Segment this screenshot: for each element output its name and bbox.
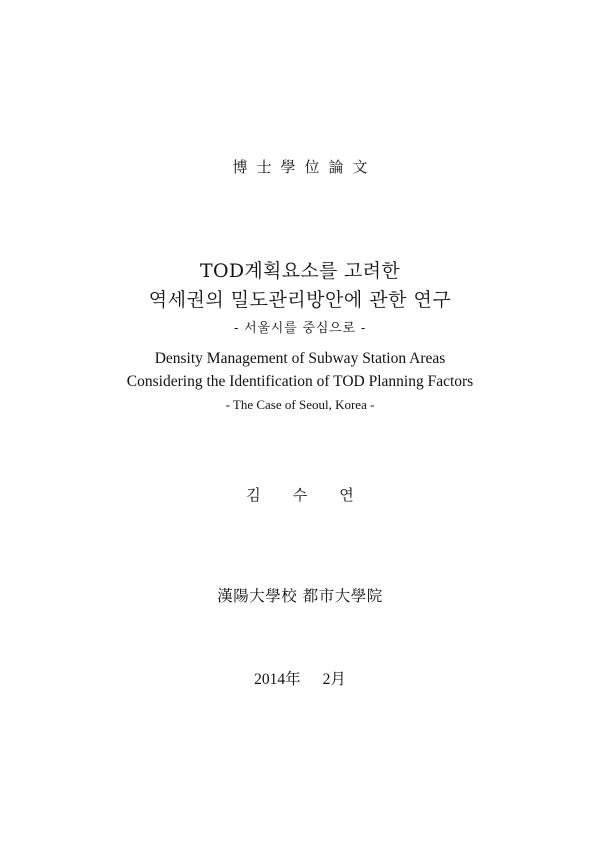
title-korean-line-2: 역세권의 밀도관리방안에 관한 연구 xyxy=(148,289,452,311)
title-korean-line-1: TOD계획요소를 고려한 xyxy=(200,260,400,282)
school-name: 漢陽大學校 都市大學院 xyxy=(217,587,383,605)
title-english-line-2: Considering the Identification of TOD Planning Factors xyxy=(126,373,474,390)
author-char-2: 수 xyxy=(292,486,308,504)
author-char-3: 연 xyxy=(339,486,354,504)
author-char-1: 김 xyxy=(246,486,261,504)
submission-date xyxy=(0,667,600,689)
date-month: 2月 xyxy=(322,671,346,688)
author-name xyxy=(0,484,600,505)
degree-heading: 博士學位論文 xyxy=(232,158,377,176)
title-english-line-1: Density Management of Subway Station Areas xyxy=(154,350,446,367)
date-year: 2014年 xyxy=(254,671,301,688)
subtitle-korean: - 서울시를 중심으로 - xyxy=(233,321,367,336)
subtitle-english: - The Case of Seoul, Korea - xyxy=(225,397,375,412)
